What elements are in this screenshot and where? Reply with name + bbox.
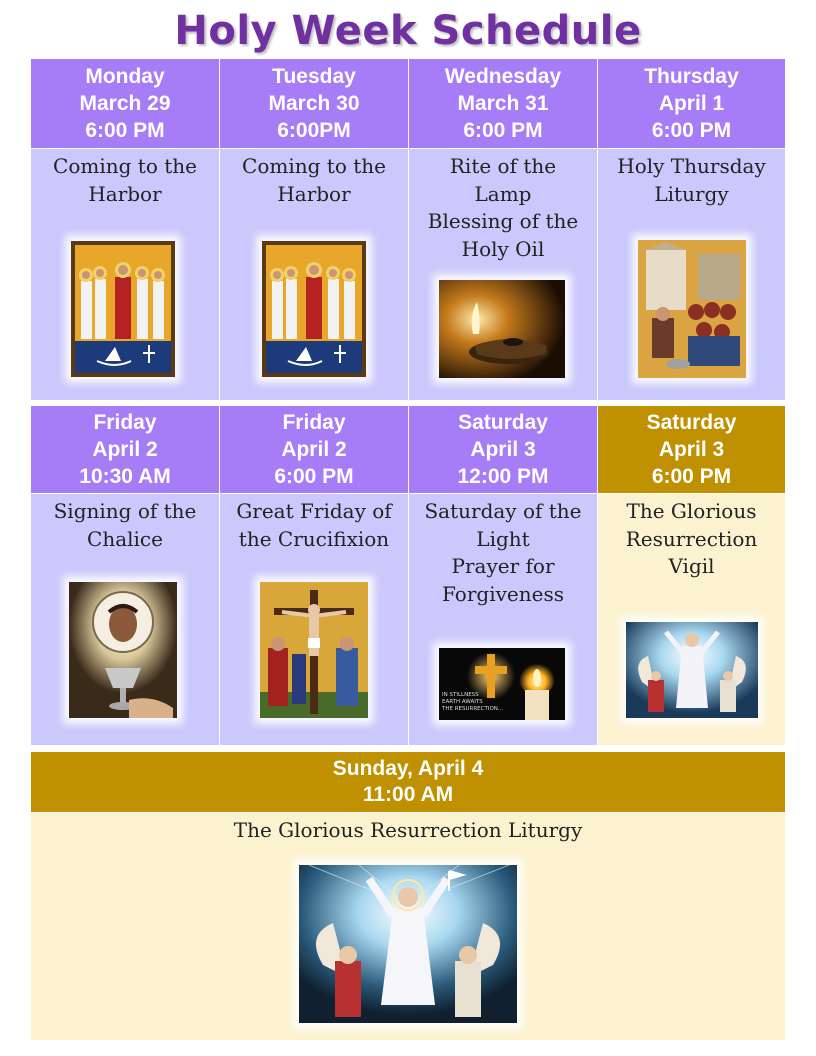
column-divider (408, 406, 409, 745)
event-sunday (31, 813, 785, 1040)
washing-of-feet-icon (638, 240, 746, 378)
event-line: Vigil (668, 554, 715, 578)
column-divider (597, 59, 598, 400)
header-time: 6:00 PM (651, 465, 732, 488)
image-caption (442, 692, 503, 713)
event-line: Coming to the (53, 154, 197, 178)
header-friday-morning (31, 406, 219, 493)
header-time: 6:00 PM (85, 119, 165, 142)
header-time: 6:00 PM (274, 465, 354, 488)
event-monday (31, 149, 219, 400)
event-line: The Glorious Resurrection Liturgy (233, 818, 583, 842)
event-line: Signing of the (53, 499, 197, 523)
event-line: Great Friday of (236, 499, 392, 523)
event-line: Harbor (88, 181, 162, 206)
header-day-date: Sunday, April 4 (332, 757, 484, 780)
column-divider (408, 59, 409, 400)
header-date: March 30 (268, 92, 360, 115)
event-tuesday (220, 149, 408, 400)
header-saturday-noon (409, 406, 597, 493)
header-thursday (598, 59, 785, 148)
event-line: Prayer for (451, 554, 555, 578)
cross-candle-image (439, 648, 565, 720)
header-tuesday (220, 59, 408, 148)
myrrh-bearers-icon (262, 241, 366, 377)
resurrection-angels-icon (299, 865, 517, 1023)
caption-line: IN STILLNESS (442, 692, 479, 698)
header-time: 12:00 PM (457, 465, 549, 488)
header-sunday (31, 752, 785, 812)
event-line: Lamp (474, 181, 532, 206)
column-divider (219, 406, 220, 745)
event-line: Resurrection (625, 526, 758, 551)
header-time: 6:00 PM (463, 119, 543, 142)
event-wednesday (409, 149, 597, 400)
myrrh-bearers-icon (71, 241, 175, 377)
header-time: 10:30 AM (79, 465, 171, 488)
event-line: Chalice (87, 526, 163, 551)
header-saturday-evening (598, 406, 785, 493)
christ-chalice-icon (69, 582, 177, 718)
event-line: Saturday of the (424, 499, 582, 523)
header-date: March 29 (79, 92, 171, 115)
header-monday (31, 59, 219, 148)
column-divider (597, 406, 598, 745)
event-line: Rite of the (449, 154, 557, 178)
event-line: Harbor (277, 181, 351, 206)
header-date: April 1 (658, 92, 725, 115)
header-date: March 31 (457, 92, 549, 115)
event-line: Coming to the (242, 154, 386, 178)
header-date: April 3 (470, 438, 536, 461)
event-line: The Glorious (626, 499, 757, 523)
event-saturday-noon (409, 494, 597, 745)
header-date: April 3 (658, 438, 725, 461)
event-line: Liturgy (654, 181, 729, 206)
caption-line: THE RESURRECTION... (442, 706, 504, 712)
header-time: 6:00PM (277, 119, 351, 142)
header-day: Friday (93, 411, 157, 434)
header-day: Wednesday (444, 65, 562, 88)
event-thursday (598, 149, 785, 400)
event-line: the Crucifixion (238, 526, 390, 551)
header-day: Saturday (646, 411, 737, 434)
header-date: April 2 (92, 438, 158, 461)
header-date: April 2 (281, 438, 347, 461)
event-line: Holy Oil (461, 236, 545, 261)
header-time: 11:00 AM (362, 783, 454, 806)
header-day: Tuesday (272, 65, 356, 88)
event-line: Light (476, 526, 530, 551)
event-friday-morning (31, 494, 219, 745)
header-day: Friday (282, 411, 346, 434)
header-day: Thursday (644, 65, 739, 88)
header-day: Monday (85, 65, 165, 88)
resurrection-angels-icon (626, 622, 758, 718)
oil-lamp-icon (439, 280, 565, 378)
column-divider (219, 59, 220, 400)
event-friday-evening (220, 494, 408, 745)
event-line: Holy Thursday (617, 154, 766, 178)
header-wednesday (409, 59, 597, 148)
header-time: 6:00 PM (651, 119, 732, 142)
event-saturday-evening (598, 494, 785, 745)
caption-line: EARTH AWAITS (442, 699, 483, 705)
event-line: Forgiveness (442, 581, 564, 606)
crucifixion-icon (260, 582, 368, 718)
header-day: Saturday (458, 411, 548, 434)
header-friday-evening (220, 406, 408, 493)
page-title: Holy Week Schedule (174, 8, 642, 54)
event-line: Blessing of the (427, 209, 579, 233)
